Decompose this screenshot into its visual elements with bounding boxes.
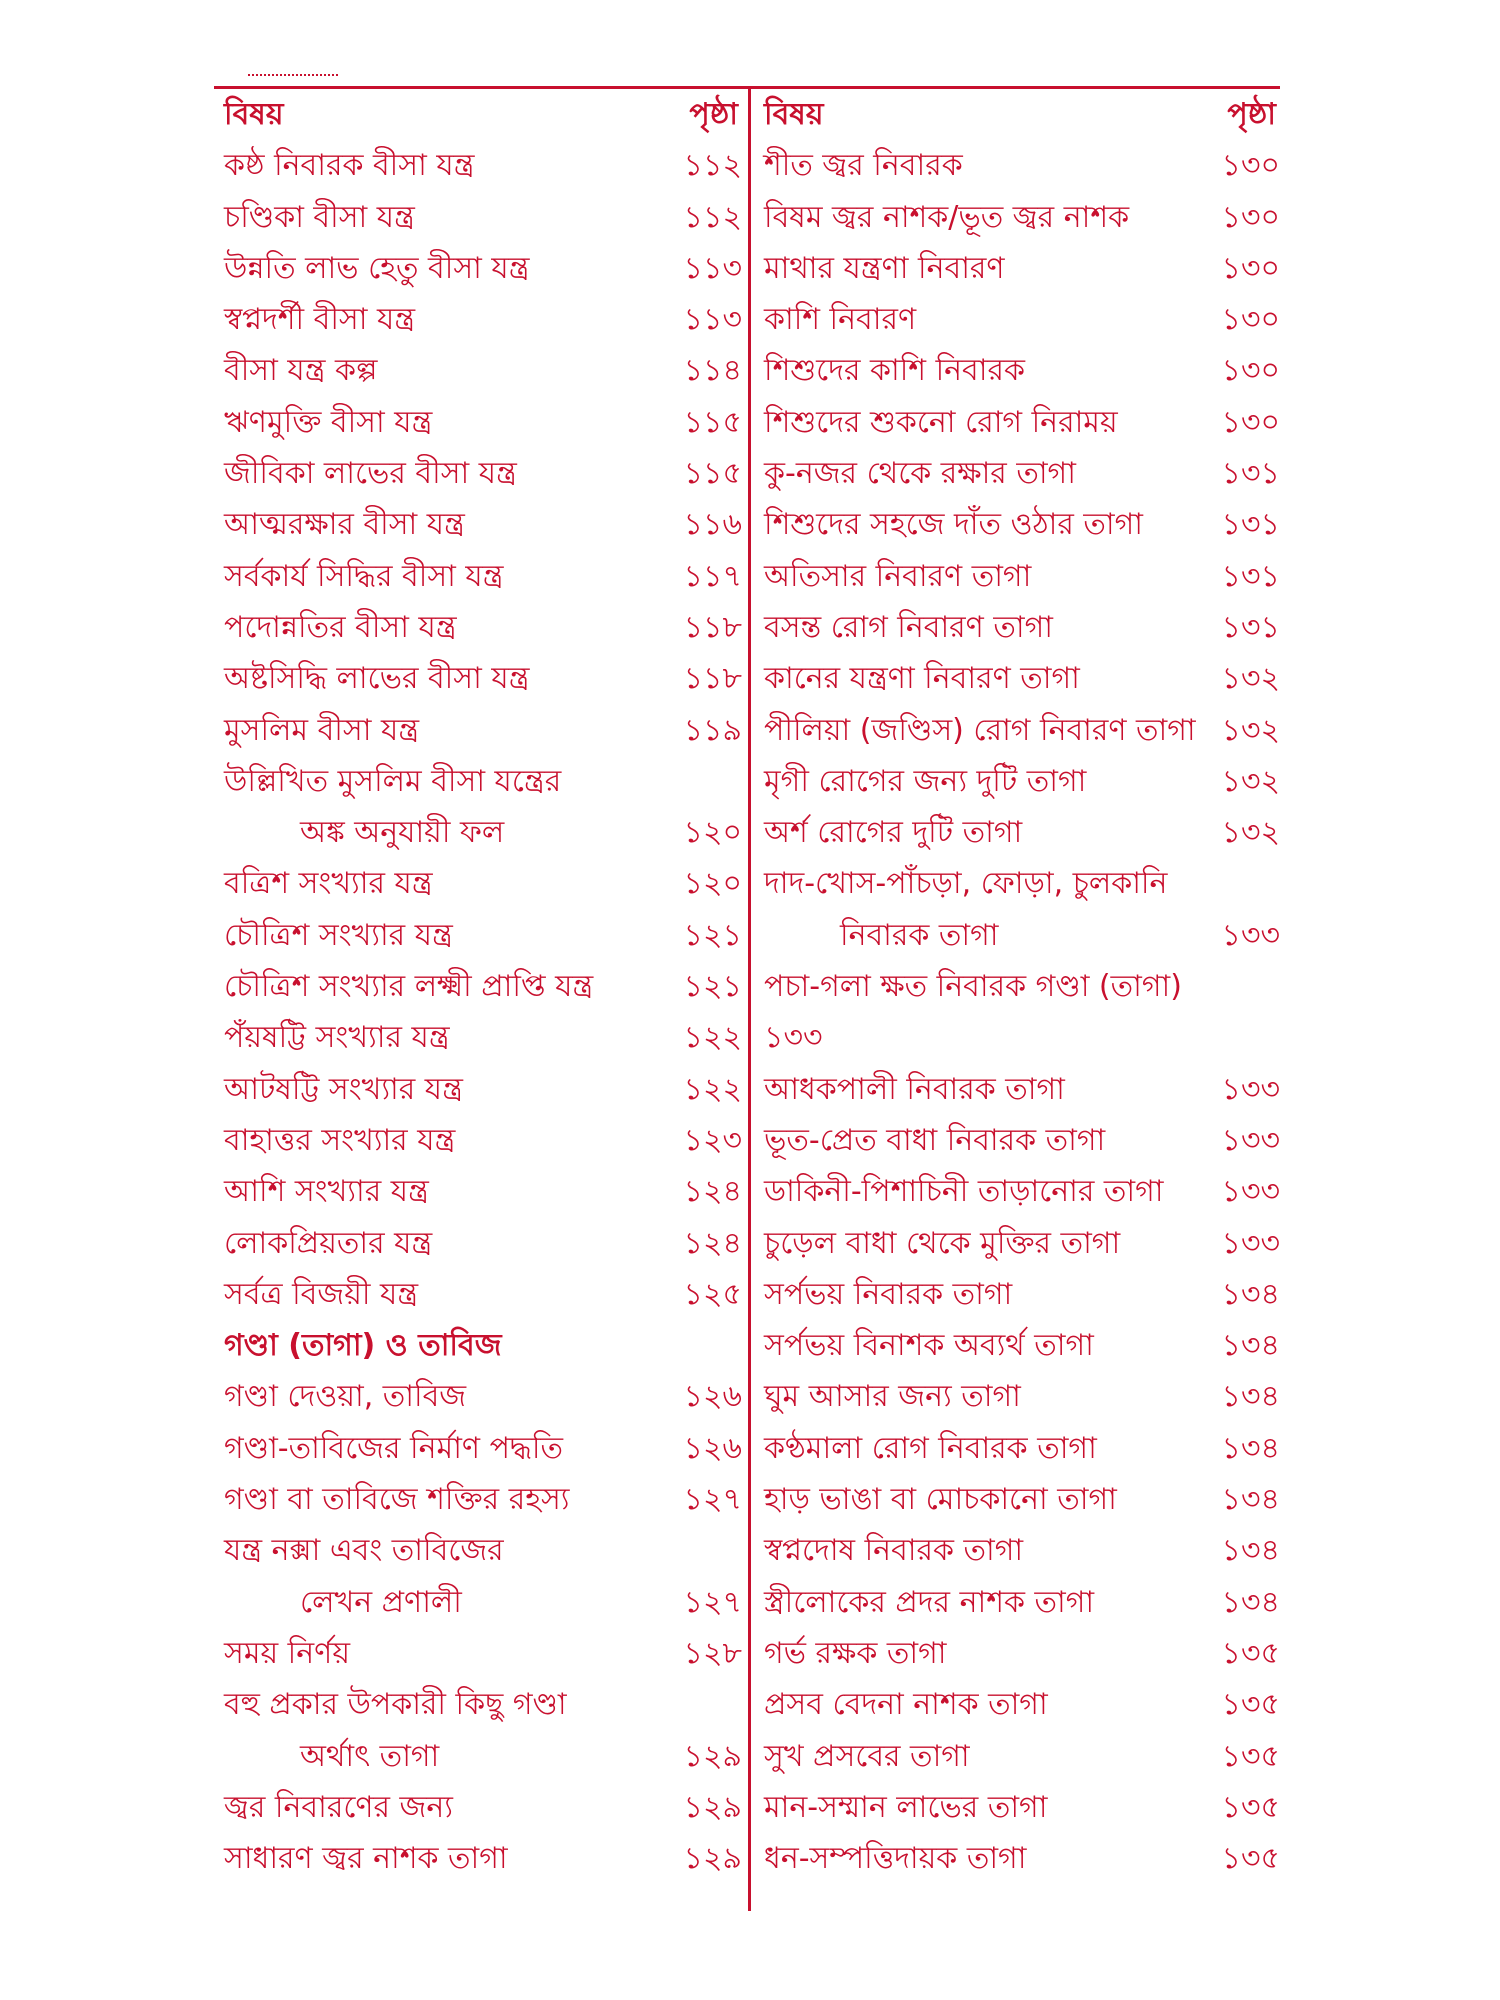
toc-entry-page: ১১৪ bbox=[683, 353, 742, 389]
toc-entry bbox=[764, 1782, 1280, 1833]
toc-entry-page: ১৩৪ bbox=[1221, 1482, 1280, 1518]
toc-entry-page: ১৩৪ bbox=[1221, 1328, 1280, 1364]
toc-entry-page: ১২৯ bbox=[683, 1841, 742, 1877]
toc-entry-title: ১৩৩ bbox=[764, 1020, 823, 1056]
toc-entry-title: স্বপ্নদোষ নিবারক তাগা bbox=[764, 1533, 1024, 1569]
toc-entry bbox=[764, 397, 1280, 448]
toc-entry bbox=[224, 1731, 742, 1782]
toc-entry-page: ১৩৫ bbox=[1221, 1687, 1280, 1723]
toc-entry-page: ১২৬ bbox=[683, 1379, 742, 1415]
toc-entry-page: ১১৩ bbox=[683, 250, 742, 286]
toc-entry-title: কষ্ঠ নিবারক বীসা যন্ত্র bbox=[224, 148, 475, 184]
toc-entry-page: ১১৯ bbox=[683, 712, 742, 748]
toc-entry-page: ১৩৪ bbox=[1221, 1533, 1280, 1569]
toc-entry bbox=[764, 1628, 1280, 1679]
toc-entry-page: ১১৩ bbox=[683, 302, 742, 338]
toc-entry-title: জীবিকা লাভের বীসা যন্ত্র bbox=[224, 456, 517, 492]
toc-entry-title: ঘুম আসার জন্য তাগা bbox=[764, 1379, 1021, 1415]
toc-entry bbox=[764, 243, 1280, 294]
toc-entry bbox=[764, 1218, 1280, 1269]
right-subject-header: বিষয় bbox=[764, 97, 824, 132]
toc-entry bbox=[764, 1320, 1280, 1371]
toc-entry-page: ১১৮ bbox=[683, 661, 742, 697]
table-of-contents bbox=[214, 86, 1280, 1911]
toc-entry-page: ১২৭ bbox=[683, 1482, 742, 1518]
toc-entry-page: ১২৯ bbox=[683, 1738, 742, 1774]
toc-entry bbox=[764, 1166, 1280, 1217]
toc-entry-title: ধন-সম্পত্তিদায়ক তাগা bbox=[764, 1841, 1027, 1877]
left-subject-header: বিষয় bbox=[224, 97, 284, 132]
toc-entry-title: পীলিয়া (জণ্ডিস) রোগ নিবারণ তাগা bbox=[764, 712, 1196, 748]
toc-entry bbox=[764, 1525, 1280, 1576]
toc-entry-page: ১৩২ bbox=[1221, 815, 1280, 851]
toc-entry-title: নিবারক তাগা bbox=[840, 917, 999, 953]
toc-entry bbox=[224, 1679, 742, 1730]
toc-entry bbox=[224, 858, 742, 909]
toc-entry bbox=[224, 705, 742, 756]
toc-entry bbox=[224, 807, 742, 858]
toc-entry bbox=[224, 499, 742, 550]
toc-entry-page: ১১৬ bbox=[683, 507, 742, 543]
toc-entry-page: ১৩১ bbox=[1221, 558, 1280, 594]
toc-entry-title: অষ্টসিদ্ধি লাভের বীসা যন্ত্র bbox=[224, 661, 530, 697]
toc-entry-page: ১৩০ bbox=[1221, 302, 1280, 338]
toc-entry-page: ১৩১ bbox=[1221, 456, 1280, 492]
toc-entry-title: বত্রিশ সংখ্যার যন্ত্র bbox=[224, 866, 433, 902]
toc-entry-title: বিষম জ্বর নাশক/ভূত জ্বর নাশক bbox=[764, 199, 1130, 235]
toc-entry-page: ১১৮ bbox=[683, 609, 742, 645]
toc-entry-title: অতিসার নিবারণ তাগা bbox=[764, 558, 1032, 594]
toc-entry-title: কাশি নিবারণ bbox=[764, 302, 917, 338]
toc-entry-title: মান-সম্মান লাভের তাগা bbox=[764, 1789, 1048, 1825]
toc-entry-page: ১৩৪ bbox=[1221, 1584, 1280, 1620]
toc-entry-page: ১২৪ bbox=[683, 1174, 742, 1210]
toc-entry bbox=[764, 1012, 1280, 1063]
toc-entry-page: ১৩৩ bbox=[1221, 1225, 1280, 1261]
toc-entry-page: ১১২ bbox=[683, 148, 742, 184]
toc-entry-page: ১৩৫ bbox=[1221, 1789, 1280, 1825]
toc-entry-title: গণ্ডা দেওয়া, তাবিজ bbox=[224, 1379, 467, 1415]
toc-entry bbox=[224, 961, 742, 1012]
toc-entry-title: শিশুদের সহজে দাঁত ওঠার তাগা bbox=[764, 507, 1143, 543]
toc-entry bbox=[224, 1423, 742, 1474]
toc-entry-title: সময় নির্ণয় bbox=[224, 1635, 350, 1671]
toc-entry-title: ডাকিনী-পিশাচিনী তাড়ানোর তাগা bbox=[764, 1174, 1164, 1210]
toc-entry-page: ১৩৪ bbox=[1221, 1276, 1280, 1312]
toc-entry bbox=[224, 1474, 742, 1525]
toc-entry bbox=[224, 1525, 742, 1576]
toc-entry-title: কণ্ঠমালা রোগ নিবারক তাগা bbox=[764, 1430, 1097, 1466]
toc-entry-title: অর্থাৎ তাগা bbox=[300, 1738, 440, 1774]
toc-entry-page: ১৩০ bbox=[1221, 148, 1280, 184]
toc-entry-title: বহু প্রকার উপকারী কিছু গণ্ডা bbox=[224, 1687, 567, 1723]
toc-entry-title: শিশুদের কাশি নিবারক bbox=[764, 353, 1025, 389]
toc-entry-title: চৌত্রিশ সংখ্যার যন্ত্র bbox=[224, 917, 453, 953]
toc-entry-title: মুসলিম বীসা যন্ত্র bbox=[224, 712, 420, 748]
toc-entry-page: ১২১ bbox=[683, 917, 742, 953]
toc-entry-page: ১৩০ bbox=[1221, 250, 1280, 286]
toc-entry-title: পদোন্নতির বীসা যন্ত্র bbox=[224, 609, 457, 645]
toc-entry-title: পঁয়ষট্টি সংখ্যার যন্ত্র bbox=[224, 1020, 450, 1056]
toc-entry-page: ১৩৩ bbox=[1221, 1174, 1280, 1210]
toc-entry-page: ১৩১ bbox=[1221, 507, 1280, 543]
toc-entry-title: বীসা যন্ত্র কল্প bbox=[224, 353, 378, 389]
toc-entry bbox=[764, 1679, 1280, 1730]
toc-entry-title: ঋণমুক্তি বীসা যন্ত্র bbox=[224, 404, 433, 440]
toc-entry bbox=[764, 1423, 1280, 1474]
toc-entry-title: সর্পভয় বিনাশক অব্যর্থ তাগা bbox=[764, 1328, 1094, 1364]
toc-entry-title: শিশুদের শুকনো রোগ নিরাময় bbox=[764, 404, 1118, 440]
toc-entry-page: ১৩৪ bbox=[1221, 1379, 1280, 1415]
right-page-header: পৃষ্ঠা bbox=[1227, 97, 1276, 132]
left-page-header: পৃষ্ঠা bbox=[689, 97, 738, 132]
toc-entry bbox=[764, 1833, 1280, 1884]
toc-entry-title: ভূত-প্রেত বাধা নিবারক তাগা bbox=[764, 1122, 1106, 1158]
toc-entry bbox=[764, 961, 1280, 1012]
toc-entry bbox=[224, 448, 742, 499]
toc-entry bbox=[764, 653, 1280, 704]
toc-entry bbox=[224, 1012, 742, 1063]
toc-entry bbox=[764, 294, 1280, 345]
toc-entry-page: ১৩২ bbox=[1221, 712, 1280, 748]
toc-entry bbox=[224, 1577, 742, 1628]
toc-entry bbox=[224, 551, 742, 602]
toc-entry-title: প্রসব বেদনা নাশক তাগা bbox=[764, 1687, 1048, 1723]
toc-entry-title: চুড়েল বাধা থেকে মুক্তির তাগা bbox=[764, 1225, 1121, 1261]
toc-entry bbox=[224, 1782, 742, 1833]
toc-entry-title: সর্পভয় নিবারক তাগা bbox=[764, 1276, 1013, 1312]
toc-entry bbox=[224, 910, 742, 961]
toc-entry-page: ১২২ bbox=[683, 1071, 742, 1107]
toc-entry-title: উন্নতি লাভ হেতু বীসা যন্ত্র bbox=[224, 250, 530, 286]
toc-entry bbox=[224, 1115, 742, 1166]
toc-entry bbox=[224, 1166, 742, 1217]
toc-entry bbox=[224, 192, 742, 243]
toc-entry bbox=[764, 345, 1280, 396]
toc-entry-page: ১১৭ bbox=[683, 558, 742, 594]
toc-entry-title: মৃগী রোগের জন্য দুটি তাগা bbox=[764, 763, 1087, 799]
toc-entry-title: সুখ প্রসবের তাগা bbox=[764, 1738, 970, 1774]
toc-entry-page: ১৩৫ bbox=[1221, 1635, 1280, 1671]
toc-entry bbox=[764, 807, 1280, 858]
toc-entry-title: লোকপ্রিয়তার যন্ত্র bbox=[224, 1225, 433, 1261]
toc-entry-title: আটষট্টি সংখ্যার যন্ত্র bbox=[224, 1071, 463, 1107]
toc-entry-page: ১২৪ bbox=[683, 1225, 742, 1261]
toc-entry bbox=[224, 397, 742, 448]
toc-entry-page: ১২৩ bbox=[683, 1122, 742, 1158]
toc-entry bbox=[224, 1218, 742, 1269]
toc-entry bbox=[224, 1833, 742, 1884]
toc-entry-page: ১৩০ bbox=[1221, 353, 1280, 389]
toc-entry-title: আধকপালী নিবারক তাগা bbox=[764, 1071, 1065, 1107]
toc-entry-page: ১২৮ bbox=[683, 1635, 742, 1671]
toc-entry-title: আশি সংখ্যার যন্ত্র bbox=[224, 1174, 429, 1210]
toc-entry-title: হাড় ভাঙা বা মোচকানো তাগা bbox=[764, 1482, 1117, 1518]
right-column bbox=[764, 89, 1280, 1884]
toc-entry bbox=[764, 1371, 1280, 1422]
toc-entry bbox=[764, 1269, 1280, 1320]
toc-entry bbox=[224, 653, 742, 704]
toc-entry bbox=[764, 1731, 1280, 1782]
toc-entry-page: ১২১ bbox=[683, 969, 742, 1005]
toc-entry-page: ১৩৫ bbox=[1221, 1841, 1280, 1877]
toc-entry-page: ১৩০ bbox=[1221, 404, 1280, 440]
toc-entry bbox=[224, 1269, 742, 1320]
toc-entry-title: যন্ত্র নক্সা এবং তাবিজের bbox=[224, 1533, 504, 1569]
toc-entry bbox=[224, 1628, 742, 1679]
toc-entry bbox=[224, 602, 742, 653]
toc-entry bbox=[764, 499, 1280, 550]
toc-entry bbox=[764, 1064, 1280, 1115]
toc-entry-page: ১৩৩ bbox=[1221, 1122, 1280, 1158]
toc-entry-page: ১৩২ bbox=[1221, 763, 1280, 799]
left-header-row bbox=[224, 89, 742, 140]
toc-entry-title: অর্শ রোগের দুটি তাগা bbox=[764, 815, 1023, 851]
toc-entry-title: কু-নজর থেকে রক্ষার তাগা bbox=[764, 456, 1076, 492]
toc-entry-title: গর্ভ রক্ষক তাগা bbox=[764, 1635, 947, 1671]
toc-entry bbox=[224, 294, 742, 345]
toc-entry-title: স্ত্রীলোকের প্রদর নাশক তাগা bbox=[764, 1584, 1095, 1620]
toc-entry-page: ১২০ bbox=[683, 866, 742, 902]
toc-entry-title: বসন্ত রোগ নিবারণ তাগা bbox=[764, 609, 1053, 645]
toc-entry bbox=[764, 705, 1280, 756]
toc-entry-title: জ্বর নিবারণের জন্য bbox=[224, 1789, 453, 1825]
toc-entry-title: সর্বত্র বিজয়ী যন্ত্র bbox=[224, 1276, 419, 1312]
toc-entry bbox=[764, 602, 1280, 653]
toc-entry bbox=[764, 1474, 1280, 1525]
toc-entry bbox=[764, 858, 1280, 909]
toc-entry-page: ১২৫ bbox=[683, 1276, 742, 1312]
toc-entry bbox=[764, 140, 1280, 191]
toc-entry-title: সর্বকার্য সিদ্ধির বীসা যন্ত্র bbox=[224, 558, 504, 594]
toc-entry-page: ১২২ bbox=[683, 1020, 742, 1056]
toc-entry-title: বাহাত্তর সংখ্যার যন্ত্র bbox=[224, 1122, 456, 1158]
toc-entry-title: সাধারণ জ্বর নাশক তাগা bbox=[224, 1841, 508, 1877]
toc-entry bbox=[224, 1064, 742, 1115]
page-top-mark bbox=[248, 74, 338, 80]
toc-entry-title: শীত জ্বর নিবারক bbox=[764, 148, 963, 184]
toc-entry bbox=[224, 1371, 742, 1422]
toc-entry-page: ১২৬ bbox=[683, 1430, 742, 1466]
toc-entry-page: ১২৭ bbox=[683, 1584, 742, 1620]
toc-entry-title: কানের যন্ত্রণা নিবারণ তাগা bbox=[764, 661, 1080, 697]
toc-entry bbox=[764, 448, 1280, 499]
toc-entry-page: ১৩০ bbox=[1221, 199, 1280, 235]
toc-entry bbox=[764, 551, 1280, 602]
toc-entry bbox=[224, 243, 742, 294]
right-header-row bbox=[764, 89, 1280, 140]
toc-entry-page: ১৩৩ bbox=[1221, 917, 1280, 953]
toc-entry bbox=[764, 1577, 1280, 1628]
toc-entry-title: আত্মরক্ষার বীসা যন্ত্র bbox=[224, 507, 465, 543]
toc-entry bbox=[764, 192, 1280, 243]
toc-entry bbox=[224, 1320, 742, 1371]
toc-entry-title: স্বপ্নদর্শী বীসা যন্ত্র bbox=[224, 302, 416, 338]
toc-entry-title: লেখন প্রণালী bbox=[300, 1584, 462, 1620]
toc-entry-page: ১২০ bbox=[683, 815, 742, 851]
toc-entry-page: ১১২ bbox=[683, 199, 742, 235]
toc-entry-page: ১৩২ bbox=[1221, 661, 1280, 697]
toc-entry bbox=[764, 1115, 1280, 1166]
toc-entry-title: মাথার যন্ত্রণা নিবারণ bbox=[764, 250, 1005, 286]
toc-entry bbox=[764, 756, 1280, 807]
toc-entry-title: অঙ্ক অনুযায়ী ফল bbox=[300, 815, 505, 851]
toc-entry bbox=[224, 345, 742, 396]
toc-entry-page: ১২৯ bbox=[683, 1789, 742, 1825]
toc-entry-page: ১৩৫ bbox=[1221, 1738, 1280, 1774]
toc-entry-title: চৌত্রিশ সংখ্যার লক্ষ্মী প্রাপ্তি যন্ত্র bbox=[224, 969, 594, 1005]
toc-entry bbox=[224, 756, 742, 807]
toc-entry-title: উল্লিখিত মুসলিম বীসা যন্ত্রের bbox=[224, 763, 562, 799]
toc-entry-page: ১৩৩ bbox=[1221, 1071, 1280, 1107]
toc-entry-title: গণ্ডা বা তাবিজে শক্তির রহস্য bbox=[224, 1482, 570, 1518]
toc-entry-page: ১৩৪ bbox=[1221, 1430, 1280, 1466]
toc-entry-title: চণ্ডিকা বীসা যন্ত্র bbox=[224, 199, 415, 235]
column-divider bbox=[748, 89, 751, 1911]
left-column bbox=[224, 89, 742, 1884]
toc-entry-title: দাদ-খোস-পাঁচড়া, ফোড়া, চুলকানি bbox=[764, 866, 1168, 902]
toc-entry-page: ১১৫ bbox=[683, 404, 742, 440]
toc-entry bbox=[224, 140, 742, 191]
toc-entry-title: গণ্ডা-তাবিজের নির্মাণ পদ্ধতি bbox=[224, 1430, 564, 1466]
toc-entry-page: ১৩১ bbox=[1221, 609, 1280, 645]
toc-entry-title: পচা-গলা ক্ষত নিবারক গণ্ডা (তাগা) bbox=[764, 969, 1182, 1005]
toc-entry bbox=[764, 910, 1280, 961]
toc-entry-title: গণ্ডা (তাগা) ও তাবিজ bbox=[224, 1328, 502, 1364]
toc-entry-page: ১১৫ bbox=[683, 456, 742, 492]
